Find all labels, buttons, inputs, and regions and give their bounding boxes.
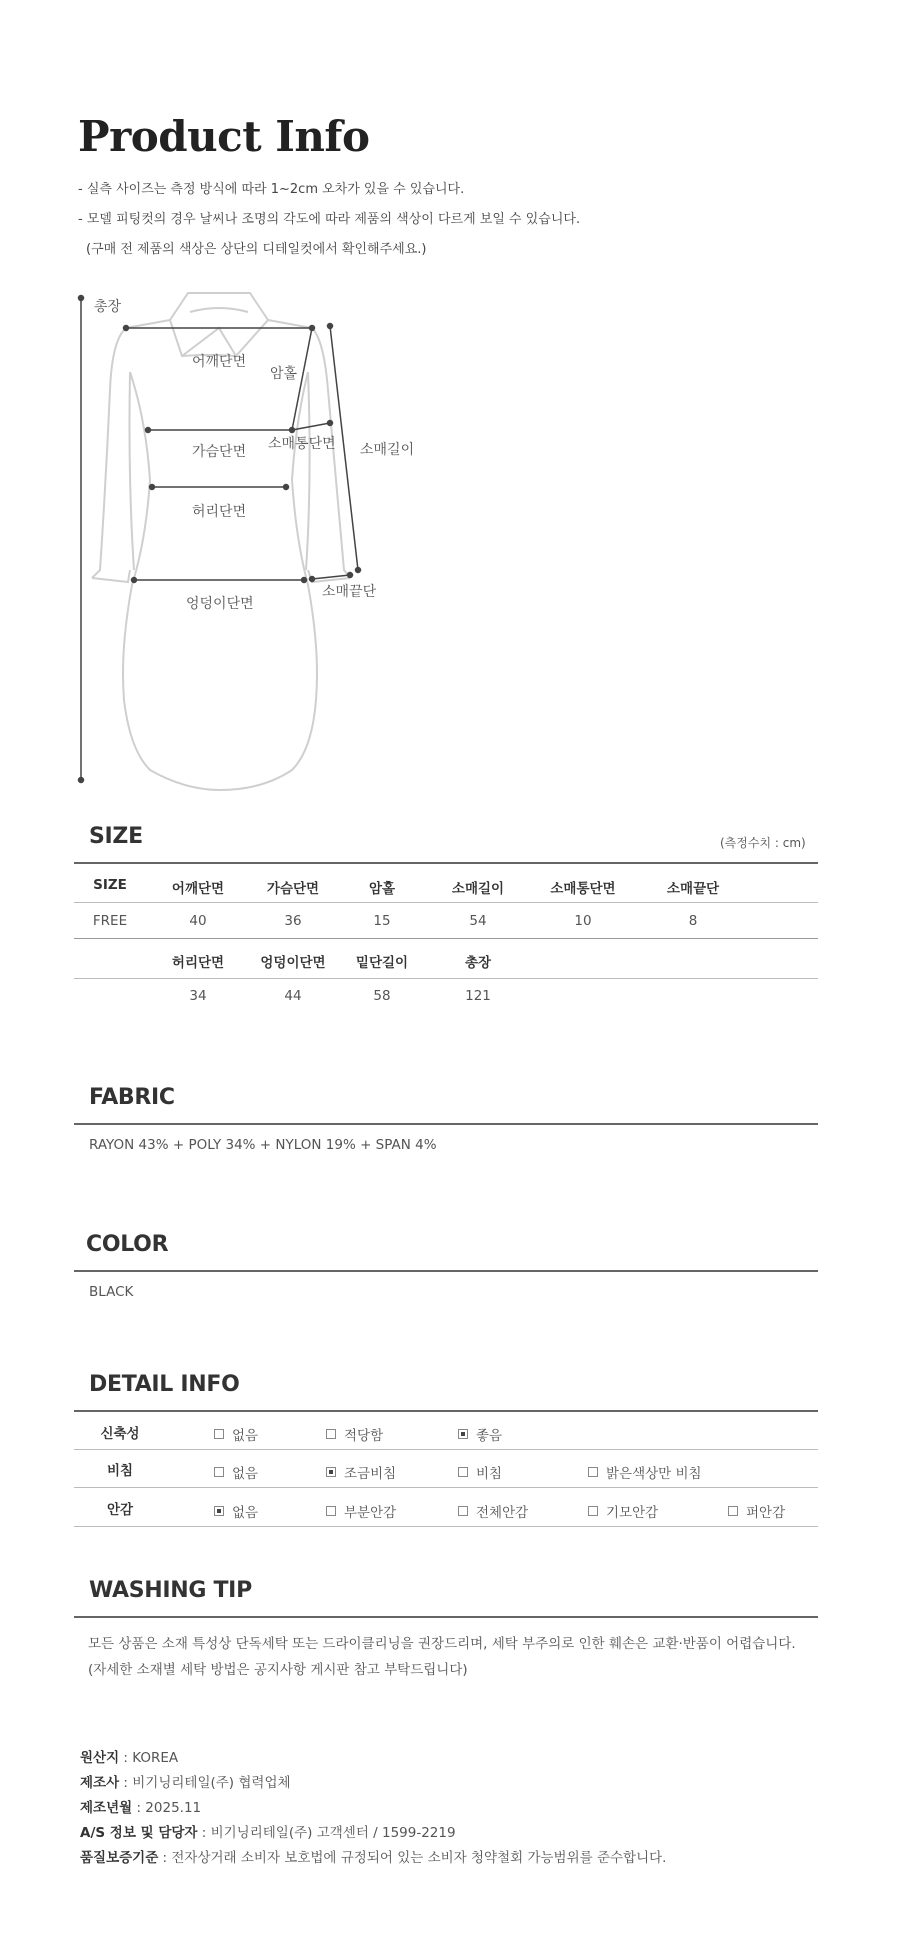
washing-line-1: 모든 상품은 소재 특성상 단독세탁 또는 드라이클리닝을 권장드리며, 세탁 부주의로 인한 훼손은 교환·반품이 어렵습니다. bbox=[88, 1636, 796, 1652]
size-row1-sleeve-width: 10 bbox=[574, 913, 592, 929]
size-header-armhole: 암홀 bbox=[368, 881, 396, 897]
option-label: 적당함 bbox=[344, 1428, 384, 1444]
info-manufacturer bbox=[80, 1771, 291, 1791]
size-row2-hip: 44 bbox=[284, 988, 302, 1004]
sheer-option-sheer[interactable] bbox=[458, 1462, 502, 1482]
checkbox-icon bbox=[458, 1467, 468, 1477]
size-divider-1 bbox=[74, 902, 818, 903]
label-total-length: 총장 bbox=[94, 299, 122, 315]
color-title: COLOR bbox=[86, 1232, 169, 1257]
lining-option-fur[interactable] bbox=[728, 1501, 785, 1521]
info-as-contact bbox=[80, 1821, 456, 1841]
size-header-sleeve-length: 소매길이 bbox=[451, 881, 505, 897]
detail-label-stretch: 신축성 bbox=[100, 1426, 140, 1442]
lining-option-partial[interactable] bbox=[326, 1501, 396, 1521]
checkbox-checked-icon bbox=[458, 1429, 468, 1439]
size-top-rule bbox=[74, 862, 818, 864]
option-label: 좋음 bbox=[476, 1428, 503, 1444]
stretch-option-good[interactable] bbox=[458, 1424, 502, 1444]
lining-option-full[interactable] bbox=[458, 1501, 528, 1521]
checkbox-icon bbox=[588, 1467, 598, 1477]
info-value: : 2025.11 bbox=[132, 1800, 202, 1816]
note-line-3: (구매 전 제품의 색상은 상단의 디테일컷에서 확인해주세요.) bbox=[86, 242, 427, 257]
option-label: 부분안감 bbox=[344, 1505, 397, 1521]
label-shoulder: 어깨단면 bbox=[192, 354, 247, 370]
fabric-title: FABRIC bbox=[89, 1085, 175, 1110]
checkbox-icon bbox=[214, 1429, 224, 1439]
checkbox-icon bbox=[326, 1429, 336, 1439]
label-sleeve-length: 소매길이 bbox=[360, 442, 415, 458]
option-label: 밝은색상만 비침 bbox=[606, 1466, 702, 1482]
size-header-total: 총장 bbox=[464, 955, 492, 971]
label-cuff: 소매끝단 bbox=[322, 584, 377, 600]
info-key: 품질보증기준 bbox=[80, 1850, 159, 1866]
color-value: BLACK bbox=[89, 1284, 134, 1300]
info-manufacture-date bbox=[80, 1796, 201, 1816]
option-label: 없음 bbox=[232, 1428, 259, 1444]
fabric-rule bbox=[74, 1123, 818, 1125]
size-row1-sleeve-length: 54 bbox=[469, 913, 487, 929]
detail-divider-1 bbox=[74, 1449, 818, 1450]
label-sleeve-width: 소매통단면 bbox=[268, 436, 336, 452]
garment-diagram bbox=[0, 280, 900, 800]
size-row1-chest: 36 bbox=[284, 913, 302, 929]
checkbox-icon bbox=[588, 1506, 598, 1516]
info-key: 원산지 bbox=[80, 1750, 120, 1766]
lining-option-fleece[interactable] bbox=[588, 1501, 658, 1521]
size-row2-hem: 58 bbox=[373, 988, 391, 1004]
note-line-2: - 모델 피팅컷의 경우 날씨나 조명의 각도에 따라 제품의 색상이 다르게 보일 수 있습니다. bbox=[78, 212, 581, 227]
washing-rule bbox=[74, 1616, 818, 1618]
fabric-value: RAYON 43% + POLY 34% + NYLON 19% + SPAN 4% bbox=[89, 1137, 437, 1153]
detail-divider-3 bbox=[74, 1526, 818, 1527]
washing-title: WASHING TIP bbox=[89, 1578, 252, 1603]
label-waist: 허리단면 bbox=[192, 504, 247, 520]
detail-divider-2 bbox=[74, 1487, 818, 1488]
page-title: Product Info bbox=[78, 112, 370, 161]
info-value: : KOREA bbox=[119, 1750, 179, 1766]
size-row1-armhole: 15 bbox=[373, 913, 391, 929]
info-value: : 전자상거래 소비자 보호법에 규정되어 있는 소비자 청약철회 가능범위를 준수합니다. bbox=[158, 1850, 667, 1866]
stretch-option-moderate[interactable] bbox=[326, 1424, 383, 1444]
size-row2-waist: 34 bbox=[189, 988, 207, 1004]
info-key: 제조사 bbox=[80, 1775, 120, 1791]
detail-label-lining: 안감 bbox=[106, 1502, 134, 1518]
info-value: : 비기닝리테일(주) 고객센터 / 1599-2219 bbox=[197, 1825, 456, 1841]
sheer-option-light-colors[interactable] bbox=[588, 1462, 702, 1482]
lining-option-none[interactable] bbox=[214, 1501, 258, 1521]
info-key: 제조년월 bbox=[80, 1800, 133, 1816]
label-chest: 가슴단면 bbox=[192, 444, 247, 460]
detail-label-sheerness: 비침 bbox=[106, 1463, 134, 1479]
size-divider-3 bbox=[74, 978, 818, 979]
label-hip: 엉덩이단면 bbox=[186, 596, 254, 612]
size-header-chest: 가슴단면 bbox=[266, 881, 320, 897]
size-header-hem: 밑단길이 bbox=[355, 955, 409, 971]
size-divider-2 bbox=[74, 938, 818, 939]
label-armhole: 암홀 bbox=[270, 366, 298, 382]
info-origin bbox=[80, 1746, 178, 1766]
option-label: 비침 bbox=[476, 1466, 503, 1482]
size-unit-note: (측정수치 : cm) bbox=[720, 836, 806, 850]
checkbox-icon bbox=[326, 1506, 336, 1516]
note-line-1: - 실측 사이즈는 측정 방식에 따라 1~2cm 오차가 있을 수 있습니다. bbox=[78, 182, 465, 197]
size-header-size: SIZE bbox=[93, 877, 127, 893]
option-label: 퍼안감 bbox=[746, 1505, 786, 1521]
size-header-sleeve-width: 소매통단면 bbox=[550, 881, 616, 897]
sheer-option-slight[interactable] bbox=[326, 1462, 396, 1482]
washing-line-2: (자세한 소재별 세탁 방법은 공지사항 게시판 참고 부탁드립니다) bbox=[88, 1662, 468, 1678]
detail-title: DETAIL INFO bbox=[89, 1372, 240, 1397]
size-row1-shoulder: 40 bbox=[189, 913, 207, 929]
size-header-cuff: 소매끝단 bbox=[666, 881, 720, 897]
checkbox-checked-icon bbox=[214, 1506, 224, 1516]
checkbox-checked-icon bbox=[326, 1467, 336, 1477]
stretch-option-none[interactable] bbox=[214, 1424, 258, 1444]
checkbox-icon bbox=[214, 1467, 224, 1477]
checkbox-icon bbox=[728, 1506, 738, 1516]
size-row1-size: FREE bbox=[92, 913, 128, 929]
option-label: 기모안감 bbox=[606, 1505, 659, 1521]
size-header-waist: 허리단면 bbox=[171, 955, 225, 971]
size-title: SIZE bbox=[89, 824, 143, 849]
option-label: 조금비침 bbox=[344, 1466, 397, 1482]
size-row1-cuff: 8 bbox=[688, 913, 698, 929]
size-header-hip: 엉덩이단면 bbox=[260, 955, 326, 971]
info-key: A/S 정보 및 담당자 bbox=[80, 1825, 198, 1841]
option-label: 없음 bbox=[232, 1466, 259, 1482]
color-rule bbox=[74, 1270, 818, 1272]
detail-rule bbox=[74, 1410, 818, 1412]
sheer-option-none[interactable] bbox=[214, 1462, 258, 1482]
option-label: 전체안감 bbox=[476, 1505, 529, 1521]
option-label: 없음 bbox=[232, 1505, 259, 1521]
checkbox-icon bbox=[458, 1506, 468, 1516]
size-header-shoulder: 어깨단면 bbox=[171, 881, 225, 897]
info-value: : 비기닝리테일(주) 협력업체 bbox=[119, 1775, 291, 1791]
size-row2-total: 121 bbox=[465, 988, 491, 1004]
info-quality-standard bbox=[80, 1846, 666, 1866]
